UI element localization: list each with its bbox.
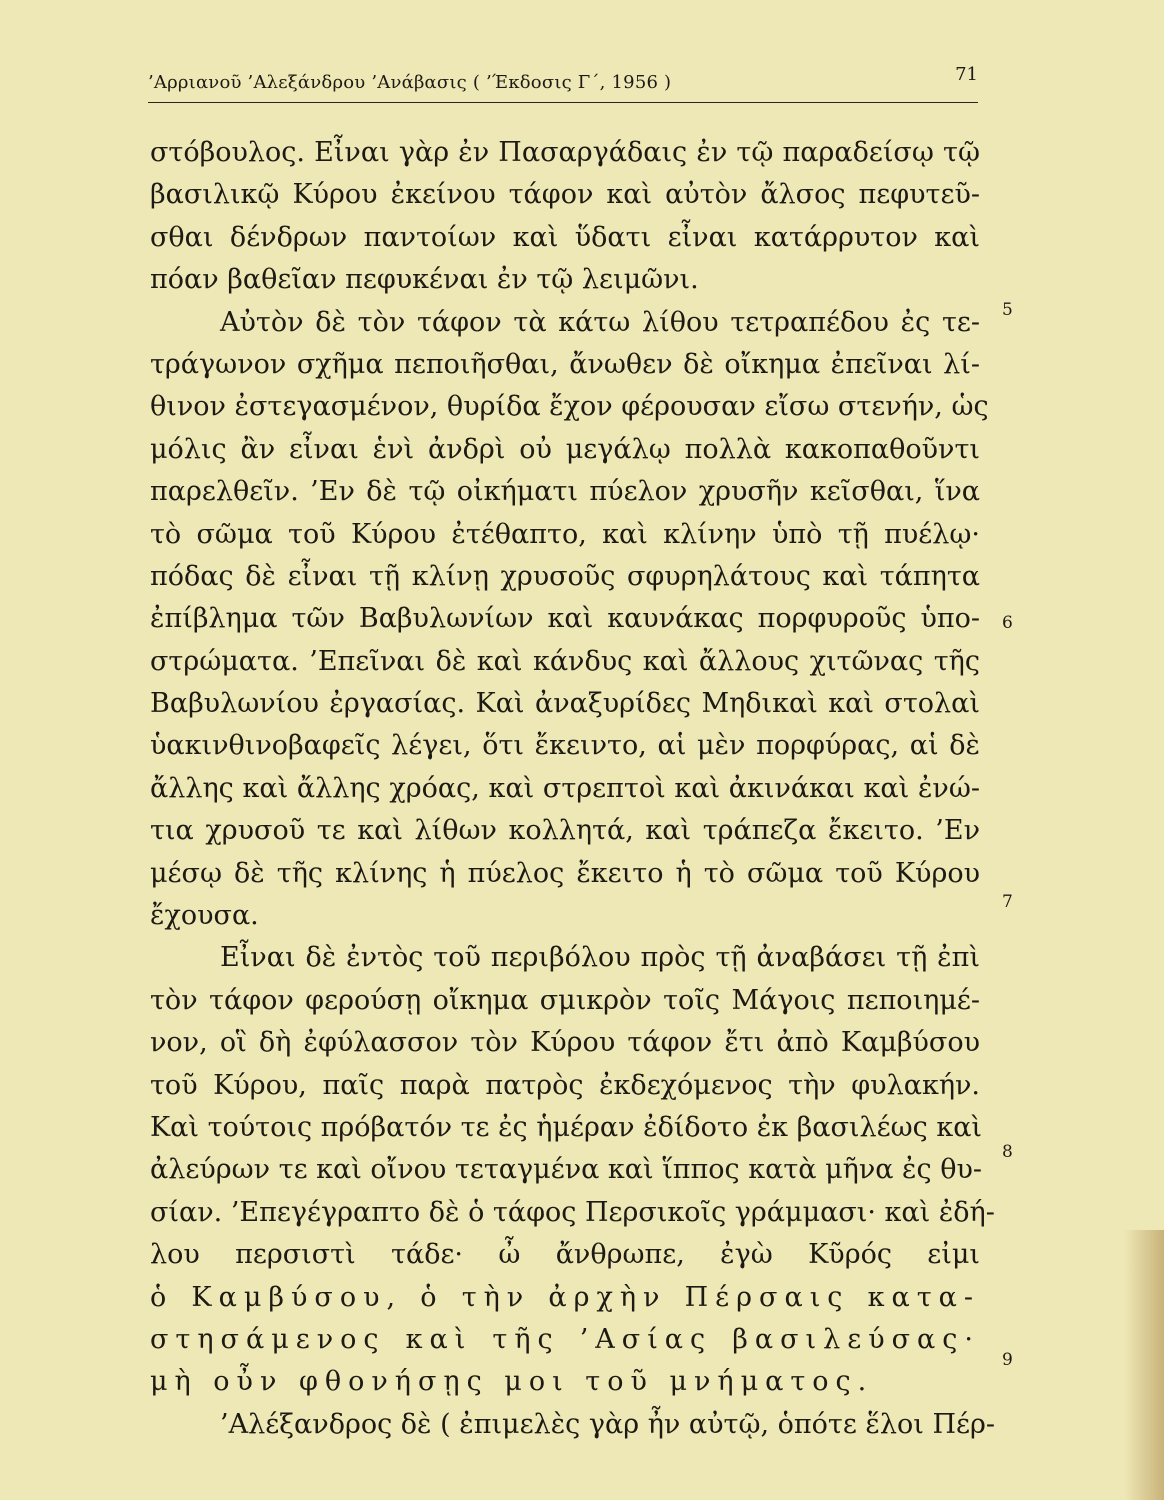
text-line: παρελθεῖν. ’Εν δὲ τῷ οἰκήματι πύελον χρυσῆν κεῖσθαι, ἵνα — [150, 476, 980, 508]
text-line: τὸν τάφον φερούσῃ οἴκημα σμικρὸν τοῖς Μάγοις πεποιημέ- — [150, 984, 980, 1016]
margin-line-number: 8 — [1002, 1142, 1013, 1162]
text-line: στόβουλος. Εἶναι γὰρ ἐν Πασαργάδαις ἐν τῷ παραδείσῳ τῷ — [150, 137, 980, 168]
text-line: στησάμενος καὶ τῆς ’Ασίας βασιλεύσας· — [150, 1323, 980, 1355]
text-line: θινον ἐστεγασμένον, θυρίδα ἔχον φέρουσαν εἴσω στενήν, ὡς — [150, 391, 989, 423]
text-line: στρώματα. ’Επεῖναι δὲ καὶ κάνδυς καὶ ἄλλους χιτῶνας τῆς — [150, 645, 980, 677]
header-rule — [148, 102, 978, 103]
text-line: ὁ Καμβύσου, ὁ τὴν ἀρχὴν Πέρσαις κατα- — [150, 1281, 980, 1313]
text-line: μόλις ἂν εἶναι ἑνὶ ἀνδρὶ οὐ μεγάλῳ πολλὰ κακοπαθοῦντι — [150, 433, 980, 465]
text-line: ὑακινθινοβαφεῖς λέγει, ὅτι ἔκειντο, αἱ μὲν πορφύρας, αἱ δὲ — [150, 730, 980, 762]
text-line: Αὐτὸν δὲ τὸν τάφον τὰ κάτω λίθου τετραπέδου ἐς τε- — [220, 306, 980, 338]
text-line: τράγωνον σχῆμα πεποιῆσθαι, ἄνωθεν δὲ οἴκημα ἐπεῖναι λί- — [150, 348, 980, 380]
margin-line-number: 9 — [1002, 1350, 1013, 1370]
header-title: ’Αρριανοῦ ’Αλεξάνδρου ’Ανάβασις ( ’Έκδοσις Γ΄, 1956 ) — [148, 72, 672, 93]
text-line: πόδας δὲ εἶναι τῇ κλίνῃ χρυσοῦς σφυρηλάτους καὶ τάπητα — [150, 560, 980, 592]
page-number: 71 — [955, 64, 978, 85]
body-text — [150, 132, 995, 1446]
margin-line-number: 7 — [1002, 892, 1013, 912]
text-line: Εἶναι δὲ ἐντὸς τοῦ περιβόλου πρὸς τῇ ἀναβάσει τῇ ἐπὶ — [220, 942, 980, 974]
margin-line-number: 6 — [1002, 613, 1013, 633]
text-line: τοῦ Κύρου, παῖς παρὰ πατρὸς ἐκδεχόμενος τὴν φυλακήν. — [150, 1069, 980, 1101]
text-line: βασιλικῷ Κύρου ἐκείνου τάφον καὶ αὐτὸν ἄλσος πεφυτεῦ- — [150, 179, 980, 211]
margin-line-number: 5 — [1002, 300, 1013, 320]
text-line: μέσῳ δὲ τῆς κλίνης ἡ πύελος ἔκειτο ἡ τὸ σῶμα τοῦ Κύρου — [150, 857, 980, 889]
text-line: τὸ σῶμα τοῦ Κύρου ἐτέθαπτο, καὶ κλίνην ὑπὸ τῇ πυέλῳ· — [150, 518, 980, 550]
text-line: λου περσιστὶ τάδε· ὦ ἄνθρωπε, ἐγὼ Κῦρός εἰμι — [150, 1239, 980, 1271]
text-line: σίαν. ’Επεγέγραπτο δὲ ὁ τάφος Περσικοῖς γράμμασι· καὶ ἐδή- — [150, 1196, 995, 1228]
text-line: Βαβυλωνίου ἐργασίας. Καὶ ἀναξυρίδες Μηδικαὶ καὶ στολαὶ — [150, 688, 980, 720]
text-line: Καὶ τούτοις πρόβατόν τε ἐς ἡμέραν ἐδίδοτο ἐκ βασιλέως καὶ — [150, 1111, 983, 1143]
text-line: ’Αλέξανδρος δὲ ( ἐπιμελὲς γὰρ ἦν αὐτῷ, ὁπότε ἕλοι Πέρ- — [220, 1408, 995, 1440]
text-line: ἀλεύρων τε καὶ οἴνου τεταγμένα καὶ ἵππος κατὰ μῆνα ἐς θυ- — [150, 1154, 983, 1186]
text-line: πόαν βαθεῖαν πεφυκέναι ἐν τῷ λειμῶνι. — [150, 264, 699, 296]
text-line: ἐπίβλημα τῶν Βαβυλωνίων καὶ καυνάκας πορφυροῦς ὑπο- — [150, 603, 980, 635]
text-line: μὴ οὖν φθονήσῃς μοι τοῦ μνήματος. — [150, 1366, 874, 1398]
text-line: νον, οἳ δὴ ἐφύλασσον τὸν Κύρου τάφον ἔτι ἀπὸ Καμβύσου — [150, 1027, 980, 1059]
text-line: ἔχουσα. — [150, 900, 259, 932]
page-edge-shadow — [1124, 1230, 1164, 1500]
text-line: σθαι δένδρων παντοίων καὶ ὕδατι εἶναι κατάρρυτον καὶ — [150, 221, 980, 253]
text-line: τια χρυσοῦ τε καὶ λίθων κολλητά, καὶ τράπεζα ἔκειτο. ’Εν — [150, 815, 980, 847]
running-header — [148, 62, 978, 102]
text-line: ἄλλης καὶ ἄλλης χρόας, καὶ στρεπτοὶ καὶ ἀκινάκαι καὶ ἐνώ- — [150, 772, 980, 804]
